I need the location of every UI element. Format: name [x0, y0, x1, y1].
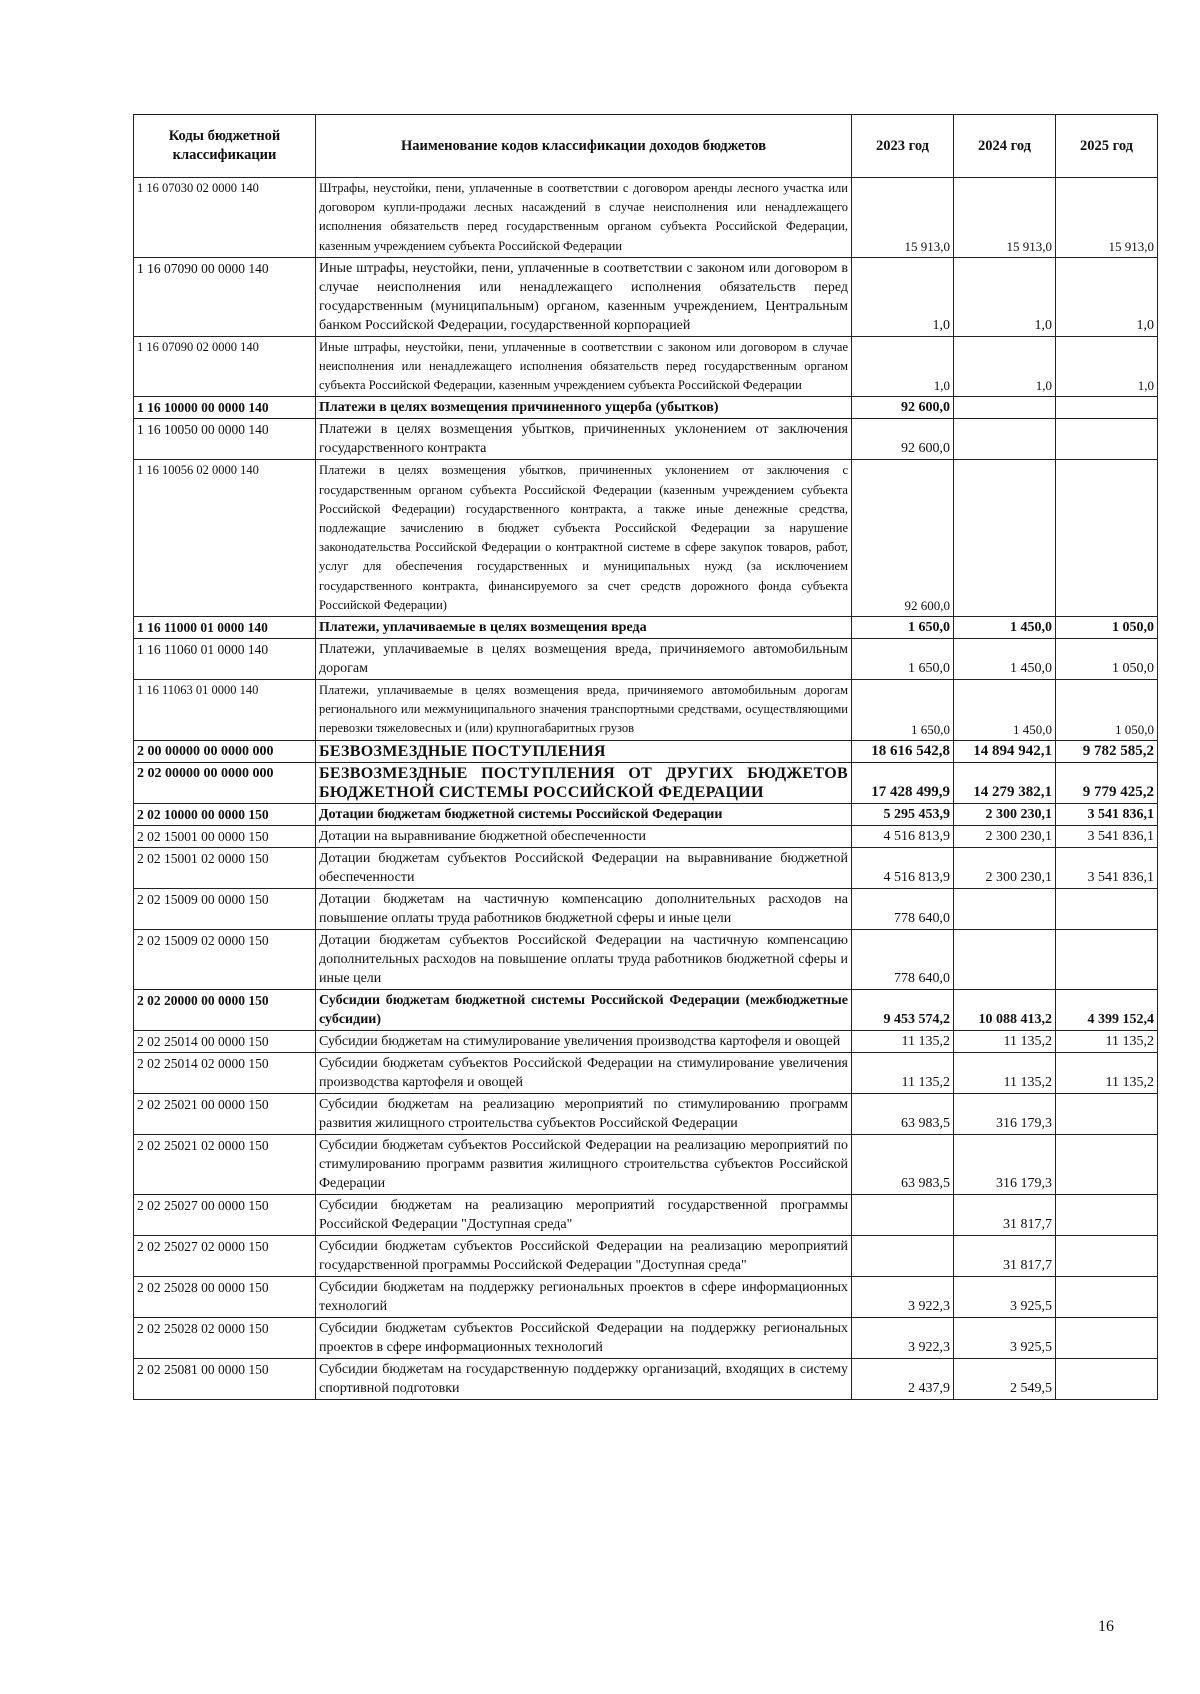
value-2024-cell: 15 913,0 — [954, 178, 1056, 258]
value-2024-cell: 2 300 230,1 — [954, 825, 1056, 847]
table-row — [134, 419, 1158, 460]
code-cell: 2 00 00000 00 0000 000 — [134, 740, 316, 762]
name-cell: БЕЗВОЗМЕЗДНЫЕ ПОСТУПЛЕНИЯ ОТ ДРУГИХ БЮДЖЕТОВ БЮДЖЕТНОЙ СИСТЕМЫ РОССИЙСКОЙ ФЕДЕРАЦИИ — [316, 762, 852, 803]
value-2023-cell: 17 428 499,9 — [852, 762, 954, 803]
value-2024-cell — [954, 460, 1056, 617]
value-2024-cell: 2 549,5 — [954, 1358, 1056, 1399]
value-2025-cell: 1 050,0 — [1056, 639, 1158, 680]
table-row — [134, 989, 1158, 1030]
value-2023-cell: 1,0 — [852, 336, 954, 397]
code-cell: 2 02 25081 00 0000 150 — [134, 1358, 316, 1399]
value-2024-cell — [954, 419, 1056, 460]
value-2024-cell: 11 135,2 — [954, 1052, 1056, 1093]
table-row — [134, 1052, 1158, 1093]
code-cell: 1 16 10056 02 0000 140 — [134, 460, 316, 617]
value-2023-cell: 4 516 813,9 — [852, 847, 954, 888]
name-cell: Дотации на выравнивание бюджетной обеспеченности — [316, 825, 852, 847]
value-2023-cell: 63 983,5 — [852, 1093, 954, 1134]
code-cell: 2 02 25028 00 0000 150 — [134, 1276, 316, 1317]
name-cell: Платежи, уплачиваемые в целях возмещения вреда, причиняемого автомобильным дорогам — [316, 639, 852, 680]
value-2023-cell: 11 135,2 — [852, 1052, 954, 1093]
header-2024: 2024 год — [954, 115, 1056, 178]
value-2023-cell: 1,0 — [852, 257, 954, 336]
value-2023-cell: 1 650,0 — [852, 639, 954, 680]
value-2023-cell: 15 913,0 — [852, 178, 954, 258]
value-2023-cell: 1 650,0 — [852, 680, 954, 741]
value-2024-cell: 2 300 230,1 — [954, 803, 1056, 825]
value-2025-cell — [1056, 1134, 1158, 1194]
value-2023-cell — [852, 1194, 954, 1235]
name-cell: Субсидии бюджетам на реализацию мероприятий по стимулированию программ развития жилищного строительства субъектов Российской Федерации — [316, 1093, 852, 1134]
value-2025-cell: 11 135,2 — [1056, 1052, 1158, 1093]
header-2025: 2025 год — [1056, 115, 1158, 178]
name-cell: Платежи, уплачиваемые в целях возмещения вреда, причиняемого автомобильным дорогам регионального или межмуниципального значения транспортными средствами, осуществляющими перевозки тяжеловесных и (или) крупногабаритных грузов — [316, 680, 852, 741]
code-cell: 2 02 15009 00 0000 150 — [134, 888, 316, 929]
header-2023: 2023 год — [852, 115, 954, 178]
name-cell: Субсидии бюджетам на государственную поддержку организаций, входящих в систему спортивной подготовки — [316, 1358, 852, 1399]
value-2025-cell: 3 541 836,1 — [1056, 803, 1158, 825]
code-cell: 2 02 25027 00 0000 150 — [134, 1194, 316, 1235]
value-2025-cell: 1 050,0 — [1056, 617, 1158, 639]
name-cell: Дотации бюджетам бюджетной системы Российской Федерации — [316, 803, 852, 825]
table-row — [134, 803, 1158, 825]
name-cell: Субсидии бюджетам субъектов Российской Федерации на реализацию мероприятий государственной программы Российской Федерации "Доступная среда" — [316, 1235, 852, 1276]
value-2025-cell: 1,0 — [1056, 336, 1158, 397]
value-2025-cell — [1056, 888, 1158, 929]
table-row — [134, 639, 1158, 680]
value-2024-cell: 11 135,2 — [954, 1030, 1056, 1052]
value-2024-cell: 1,0 — [954, 257, 1056, 336]
value-2023-cell — [852, 1235, 954, 1276]
table-row — [134, 257, 1158, 336]
code-cell: 2 02 25027 02 0000 150 — [134, 1235, 316, 1276]
table-row — [134, 1030, 1158, 1052]
table-row — [134, 1235, 1158, 1276]
table-row — [134, 178, 1158, 258]
value-2023-cell: 1 650,0 — [852, 617, 954, 639]
value-2024-cell: 14 279 382,1 — [954, 762, 1056, 803]
code-cell: 1 16 10000 00 0000 140 — [134, 397, 316, 419]
name-cell: Субсидии бюджетам на поддержку региональных проектов в сфере информационных технологий — [316, 1276, 852, 1317]
code-cell: 2 02 25014 02 0000 150 — [134, 1052, 316, 1093]
table-row — [134, 740, 1158, 762]
code-cell: 2 02 15009 02 0000 150 — [134, 929, 316, 989]
table-row — [134, 397, 1158, 419]
name-cell: Дотации бюджетам субъектов Российской Федерации на частичную компенсацию дополнительных расходов на повышение оплаты труда работников бюджетной сферы и иные цели — [316, 929, 852, 989]
name-cell: Субсидии бюджетам бюджетной системы Российской Федерации (межбюджетные субсидии) — [316, 989, 852, 1030]
name-cell: Субсидии бюджетам субъектов Российской Федерации на стимулирование увеличения производства картофеля и овощей — [316, 1052, 852, 1093]
name-cell: Платежи, уплачиваемые в целях возмещения вреда — [316, 617, 852, 639]
name-cell: Платежи в целях возмещения убытков, причиненных уклонением от заключения с государственным органом субъекта Российской Федерации (казенным учреждением субъекта Российской Федерации) государственного контракта, а также иные денежные средства, подлежащие зачислению в бюджет субъекта Российской Федерации за нарушение законодательства Российской Федерации о контрактной системе в сфере закупок товаров, работ, услуг для обеспечения государственных и муниципальных нужд (за исключением государственного контракта, финансируемого за счет средств дорожного фонда субъекта Российской Федерации) — [316, 460, 852, 617]
header-name: Наименование кодов классификации доходов бюджетов — [316, 115, 852, 178]
value-2023-cell: 92 600,0 — [852, 419, 954, 460]
header-code: Коды бюджетной классификации — [134, 115, 316, 178]
value-2023-cell: 3 922,3 — [852, 1317, 954, 1358]
value-2023-cell: 92 600,0 — [852, 397, 954, 419]
name-cell: БЕЗВОЗМЕЗДНЫЕ ПОСТУПЛЕНИЯ — [316, 740, 852, 762]
value-2025-cell — [1056, 460, 1158, 617]
value-2023-cell: 778 640,0 — [852, 929, 954, 989]
code-cell: 2 02 25021 00 0000 150 — [134, 1093, 316, 1134]
value-2025-cell — [1056, 397, 1158, 419]
table-row — [134, 1194, 1158, 1235]
value-2024-cell: 316 179,3 — [954, 1093, 1056, 1134]
code-cell: 1 16 07090 02 0000 140 — [134, 336, 316, 397]
value-2024-cell: 1,0 — [954, 336, 1056, 397]
page-number: 16 — [1098, 1618, 1114, 1635]
table-row — [134, 888, 1158, 929]
table-row — [134, 825, 1158, 847]
value-2025-cell: 15 913,0 — [1056, 178, 1158, 258]
code-cell: 2 02 25028 02 0000 150 — [134, 1317, 316, 1358]
name-cell: Платежи в целях возмещения убытков, причиненных уклонением от заключения государственного контракта — [316, 419, 852, 460]
table-row — [134, 1093, 1158, 1134]
value-2025-cell: 3 541 836,1 — [1056, 825, 1158, 847]
code-cell: 1 16 11000 01 0000 140 — [134, 617, 316, 639]
value-2025-cell: 3 541 836,1 — [1056, 847, 1158, 888]
value-2024-cell: 316 179,3 — [954, 1134, 1056, 1194]
table-row — [134, 1134, 1158, 1194]
value-2023-cell: 92 600,0 — [852, 460, 954, 617]
value-2023-cell: 778 640,0 — [852, 888, 954, 929]
table-row — [134, 929, 1158, 989]
code-cell: 2 02 20000 00 0000 150 — [134, 989, 316, 1030]
value-2025-cell — [1056, 1276, 1158, 1317]
name-cell: Субсидии бюджетам на стимулирование увеличения производства картофеля и овощей — [316, 1030, 852, 1052]
name-cell: Иные штрафы, неустойки, пени, уплаченные в соответствии с законом или договором в случае неисполнения или ненадлежащего исполнения обязательств перед государственным (муниципальным) органом, казенным учреждением, Центральным банком Российской Федерации, государственной корпорацией — [316, 257, 852, 336]
table-header-row — [134, 115, 1158, 178]
table-body — [134, 178, 1158, 1400]
value-2024-cell: 3 925,5 — [954, 1317, 1056, 1358]
table-row — [134, 617, 1158, 639]
name-cell: Субсидии бюджетам субъектов Российской Федерации на поддержку региональных проектов в сфере информационных технологий — [316, 1317, 852, 1358]
code-cell: 2 02 00000 00 0000 000 — [134, 762, 316, 803]
value-2024-cell: 31 817,7 — [954, 1235, 1056, 1276]
value-2025-cell — [1056, 1194, 1158, 1235]
name-cell: Дотации бюджетам на частичную компенсацию дополнительных расходов на повышение оплаты труда работников бюджетной сферы и иные цели — [316, 888, 852, 929]
value-2025-cell: 9 782 585,2 — [1056, 740, 1158, 762]
value-2024-cell: 10 088 413,2 — [954, 989, 1056, 1030]
value-2023-cell: 2 437,9 — [852, 1358, 954, 1399]
value-2023-cell: 63 983,5 — [852, 1134, 954, 1194]
table-row — [134, 680, 1158, 741]
table-row — [134, 1276, 1158, 1317]
code-cell: 1 16 11063 01 0000 140 — [134, 680, 316, 741]
value-2023-cell: 5 295 453,9 — [852, 803, 954, 825]
value-2025-cell: 9 779 425,2 — [1056, 762, 1158, 803]
table-row — [134, 847, 1158, 888]
code-cell: 2 02 25021 02 0000 150 — [134, 1134, 316, 1194]
value-2024-cell — [954, 888, 1056, 929]
value-2025-cell — [1056, 419, 1158, 460]
value-2024-cell: 3 925,5 — [954, 1276, 1056, 1317]
name-cell: Субсидии бюджетам на реализацию мероприятий государственной программы Российской Федерации "Доступная среда" — [316, 1194, 852, 1235]
value-2023-cell: 3 922,3 — [852, 1276, 954, 1317]
table-row — [134, 460, 1158, 617]
table-row — [134, 1358, 1158, 1399]
value-2024-cell: 14 894 942,1 — [954, 740, 1056, 762]
table-row — [134, 762, 1158, 803]
value-2023-cell: 9 453 574,2 — [852, 989, 954, 1030]
name-cell: Штрафы, неустойки, пени, уплаченные в соответствии с договором аренды лесного участка или договором купли-продажи лесных насаждений в случае неисполнения или ненадлежащего исполнения обязательств перед государственным органом субъекта Российской Федерации, казенным учреждением субъекта Российской Федерации — [316, 178, 852, 258]
table-row — [134, 1317, 1158, 1358]
name-cell: Субсидии бюджетам субъектов Российской Федерации на реализацию мероприятий по стимулированию программ развития жилищного строительства субъектов Российской Федерации — [316, 1134, 852, 1194]
value-2024-cell — [954, 397, 1056, 419]
code-cell: 2 02 15001 00 0000 150 — [134, 825, 316, 847]
code-cell: 2 02 25014 00 0000 150 — [134, 1030, 316, 1052]
value-2025-cell: 1 050,0 — [1056, 680, 1158, 741]
code-cell: 1 16 10050 00 0000 140 — [134, 419, 316, 460]
value-2024-cell: 1 450,0 — [954, 639, 1056, 680]
value-2023-cell: 18 616 542,8 — [852, 740, 954, 762]
value-2025-cell — [1056, 1093, 1158, 1134]
value-2025-cell — [1056, 1235, 1158, 1276]
code-cell: 2 02 10000 00 0000 150 — [134, 803, 316, 825]
budget-revenue-table — [133, 114, 1158, 1400]
name-cell: Дотации бюджетам субъектов Российской Федерации на выравнивание бюджетной обеспеченности — [316, 847, 852, 888]
value-2024-cell — [954, 929, 1056, 989]
value-2025-cell: 1,0 — [1056, 257, 1158, 336]
value-2025-cell: 4 399 152,4 — [1056, 989, 1158, 1030]
code-cell: 1 16 11060 01 0000 140 — [134, 639, 316, 680]
code-cell: 2 02 15001 02 0000 150 — [134, 847, 316, 888]
value-2023-cell: 4 516 813,9 — [852, 825, 954, 847]
value-2023-cell: 11 135,2 — [852, 1030, 954, 1052]
code-cell: 1 16 07090 00 0000 140 — [134, 257, 316, 336]
value-2024-cell: 1 450,0 — [954, 617, 1056, 639]
name-cell: Платежи в целях возмещения причиненного ущерба (убытков) — [316, 397, 852, 419]
code-cell: 1 16 07030 02 0000 140 — [134, 178, 316, 258]
value-2025-cell — [1056, 1317, 1158, 1358]
name-cell: Иные штрафы, неустойки, пени, уплаченные в соответствии с законом или договором в случае неисполнения или ненадлежащего исполнения обязательств перед государственным органом субъекта Российской Федерации, казенным учреждением субъекта Российской Федерации — [316, 336, 852, 397]
value-2024-cell: 31 817,7 — [954, 1194, 1056, 1235]
value-2025-cell: 11 135,2 — [1056, 1030, 1158, 1052]
value-2025-cell — [1056, 929, 1158, 989]
value-2024-cell: 1 450,0 — [954, 680, 1056, 741]
value-2025-cell — [1056, 1358, 1158, 1399]
value-2024-cell: 2 300 230,1 — [954, 847, 1056, 888]
table-row — [134, 336, 1158, 397]
